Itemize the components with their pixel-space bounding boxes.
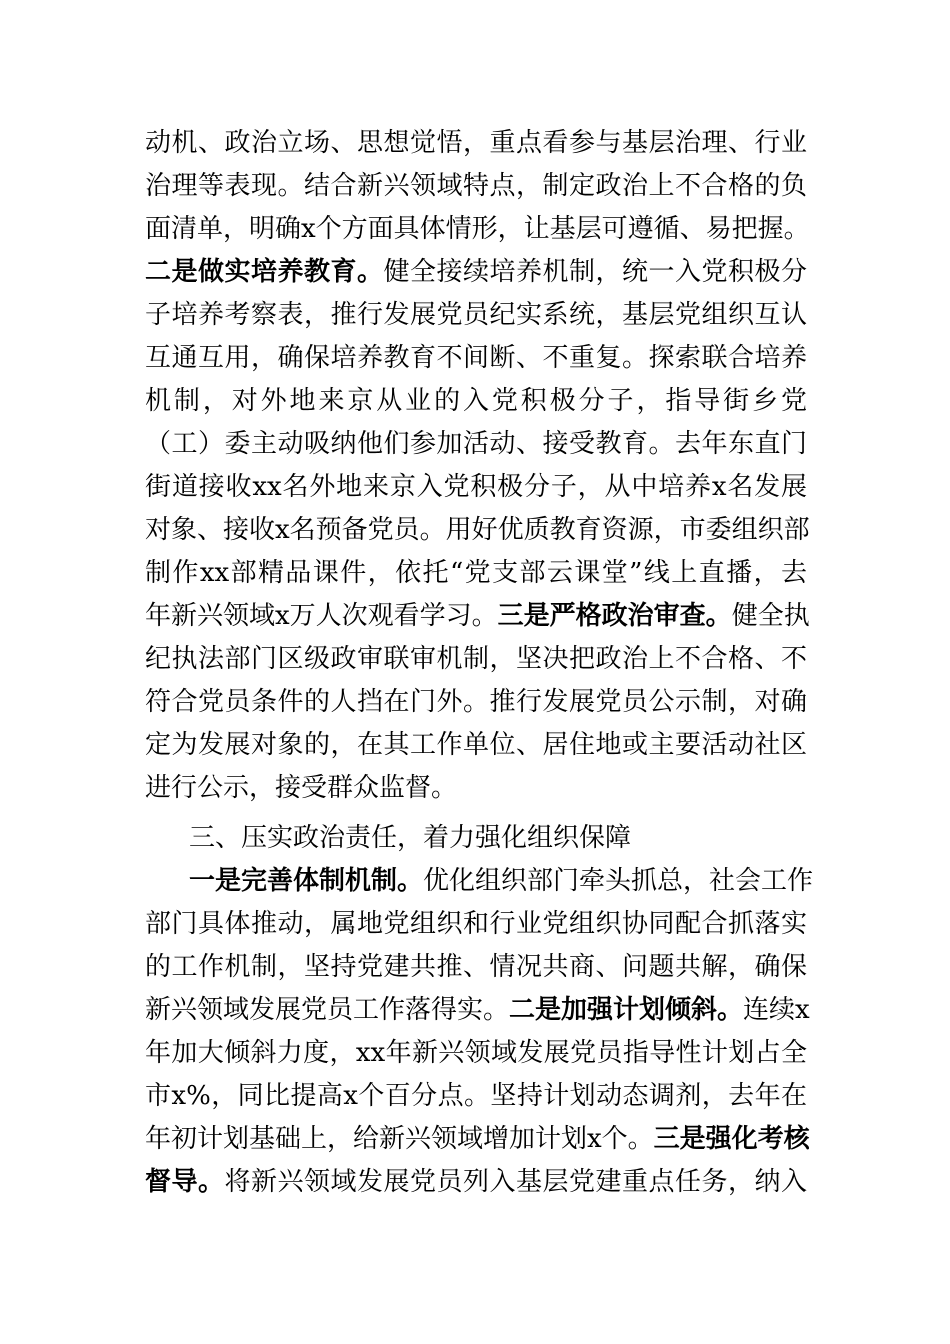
text-line bbox=[145, 214, 810, 244]
text-line bbox=[145, 687, 807, 717]
text-line bbox=[189, 866, 814, 896]
text-run: 面清单，明确x个方面具体情形，让基层可遵循、易把握。 bbox=[145, 214, 810, 244]
text-line bbox=[145, 171, 807, 201]
bold-lead-phrase: 督导。 bbox=[145, 1167, 225, 1197]
text-run: 部门具体推动，属地党组织和行业党组织协同配合抓落实 bbox=[145, 909, 807, 939]
text-line bbox=[145, 995, 810, 1025]
text-run: 对象、接收x名预备党员。用好优质教育资源，市委组织部 bbox=[145, 515, 810, 545]
text-line bbox=[189, 823, 807, 853]
text-line bbox=[145, 1124, 810, 1154]
text-line bbox=[145, 515, 810, 545]
text-run: 制作xx部精品课件，依托“党支部云课堂”线上直播，去 bbox=[145, 558, 807, 588]
text-line bbox=[145, 300, 807, 330]
text-run: 进行公示，接受群众监督。 bbox=[145, 773, 458, 803]
text-run: 子培养考察表，推行发展党员纪实系统，基层党组织互认 bbox=[145, 300, 807, 330]
bold-lead-phrase: 二是做实培养教育。 bbox=[145, 257, 384, 287]
text-line bbox=[145, 1081, 807, 1111]
text-run: 优化组织部门牵头抓总，社会工作 bbox=[423, 866, 814, 896]
text-run: 三、压实政治责任，着力强化组织保障 bbox=[189, 823, 632, 853]
bold-lead-phrase: 一是完善体制机制。 bbox=[189, 866, 424, 896]
text-line bbox=[145, 601, 810, 631]
text-run: 连续x bbox=[743, 995, 810, 1025]
bold-lead-phrase: 三是严格政治审查。 bbox=[497, 601, 732, 631]
text-line bbox=[145, 386, 807, 416]
text-line bbox=[145, 472, 807, 502]
text-line bbox=[145, 644, 807, 674]
text-line bbox=[145, 952, 807, 982]
text-run: 街道接收xx名外地来京入党积极分子，从中培养x名发展 bbox=[145, 472, 807, 502]
text-run: 市x%，同比提高x个百分点。坚持计划动态调剂，去年在 bbox=[145, 1081, 807, 1111]
text-run: 纪执法部门区级政审联审机制，坚决把政治上不合格、不 bbox=[145, 644, 807, 674]
text-run: 将新兴领域发展党员列入基层党建重点任务，纳入 bbox=[224, 1167, 807, 1197]
text-line bbox=[145, 730, 807, 760]
bold-lead-phrase: 二是加强计划倾斜。 bbox=[509, 995, 744, 1025]
text-run: 年加大倾斜力度，xx年新兴领域发展党员指导性计划占全 bbox=[145, 1038, 807, 1068]
text-line bbox=[145, 558, 807, 588]
text-line bbox=[145, 429, 807, 459]
text-line bbox=[145, 1038, 807, 1068]
text-line bbox=[145, 909, 807, 939]
text-run: 健全执 bbox=[731, 601, 810, 631]
text-run: （工）委主动吸纳他们参加活动、接受教育。去年东直门 bbox=[145, 429, 807, 459]
text-line bbox=[145, 257, 807, 287]
text-run: 互通互用，确保培养教育不间断、不重复。探索联合培养 bbox=[145, 343, 807, 373]
text-run: 动机、政治立场、思想觉悟，重点看参与基层治理、行业 bbox=[145, 128, 807, 158]
bold-lead-phrase: 三是强化考核 bbox=[653, 1124, 810, 1154]
text-line bbox=[145, 343, 807, 373]
text-run: 年初计划基础上，给新兴领域增加计划x个。 bbox=[145, 1124, 654, 1154]
text-line bbox=[145, 128, 807, 158]
text-line bbox=[145, 1167, 807, 1197]
text-run: 治理等表现。结合新兴领域特点，制定政治上不合格的负 bbox=[145, 171, 807, 201]
text-line bbox=[145, 773, 807, 803]
text-run: 机制，对外地来京从业的入党积极分子，指导街乡党 bbox=[145, 386, 807, 416]
text-run: 定为发展对象的，在其工作单位、居住地或主要活动社区 bbox=[145, 730, 807, 760]
text-run: 新兴领域发展党员工作落得实。 bbox=[145, 995, 510, 1025]
text-run: 健全接续培养机制，统一入党积极分 bbox=[383, 257, 807, 287]
text-run: 的工作机制，坚持党建共推、情况共商、问题共解，确保 bbox=[145, 952, 807, 982]
text-run: 年新兴领域x万人次观看学习。 bbox=[145, 601, 498, 631]
text-run: 符合党员条件的人挡在门外。推行发展党员公示制，对确 bbox=[145, 687, 807, 717]
